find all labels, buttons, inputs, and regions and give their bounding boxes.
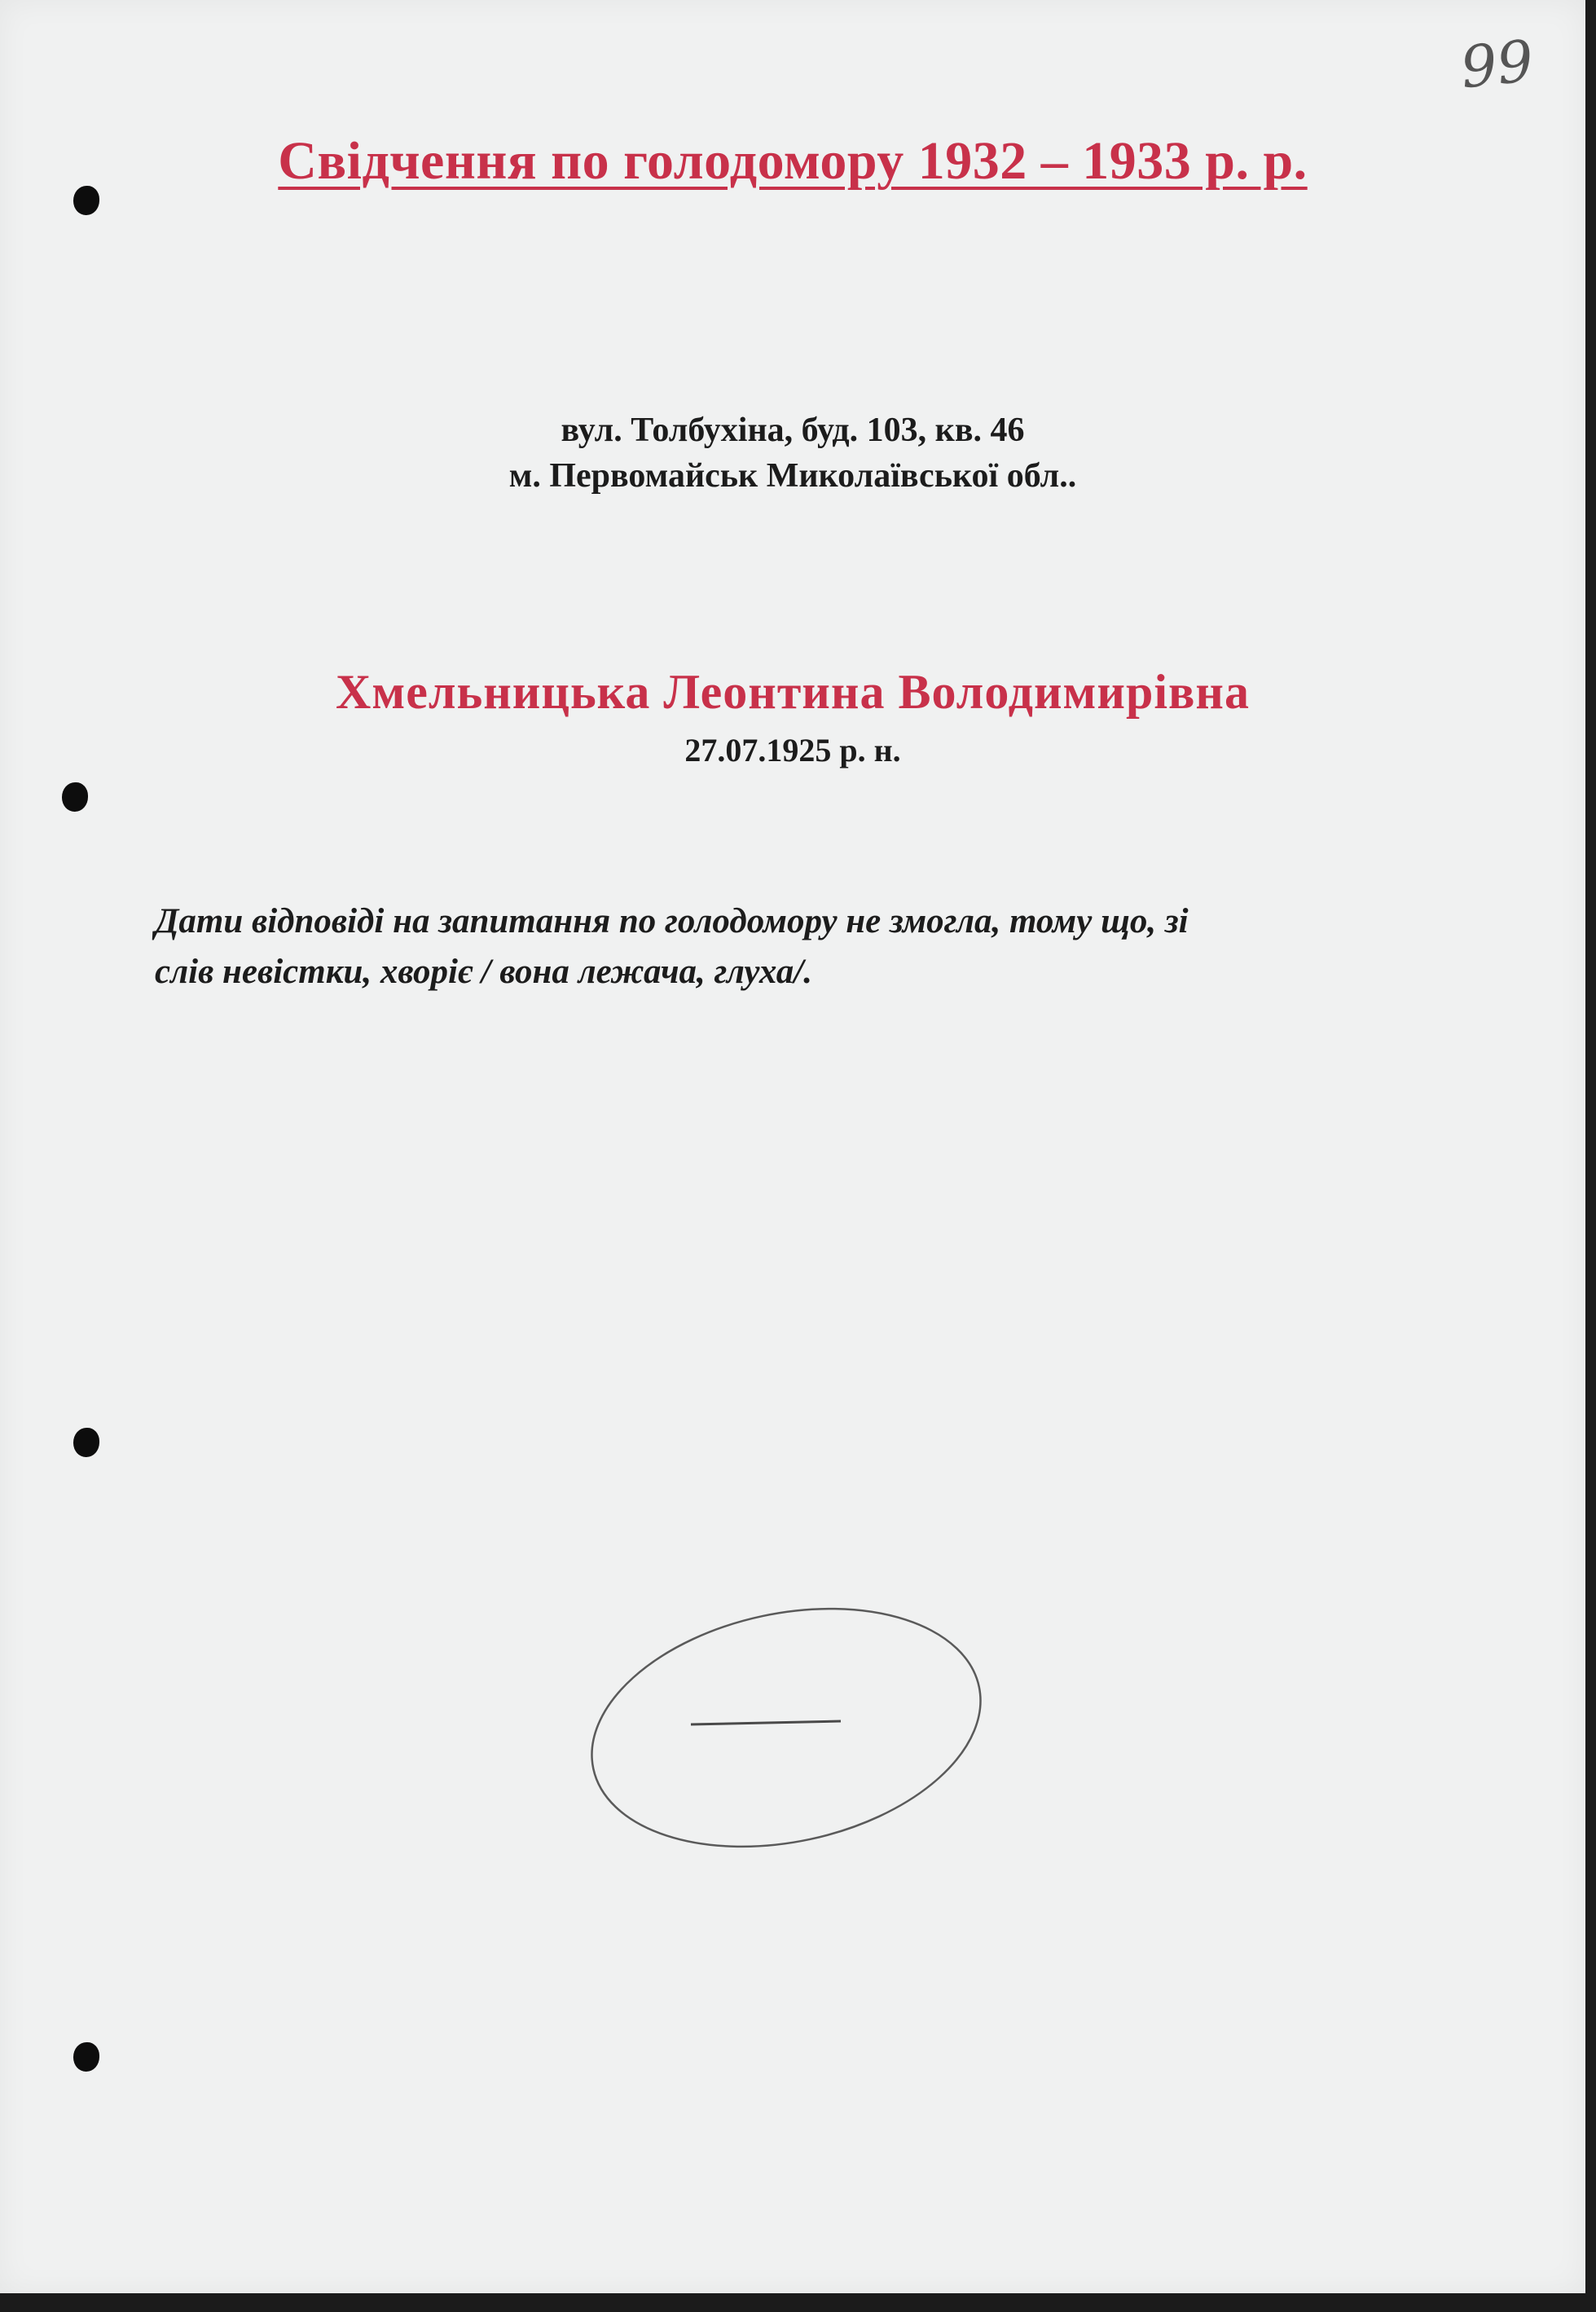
birth-date: 27.07.1925 р. н.	[684, 732, 901, 768]
punch-hole	[73, 1428, 99, 1457]
pencil-circle-dash-mark	[570, 1581, 994, 1858]
statement-line: слів невістки, хворіє / вона лежача, глуха/.	[155, 953, 812, 991]
address-city: м. Первомайськ Миколаївської обл..	[508, 457, 1077, 495]
punch-hole	[73, 2042, 99, 2072]
punch-hole	[62, 782, 88, 812]
person-name: Хмельницька Леонтина Володимирівна	[336, 665, 1250, 719]
statement-text	[155, 896, 1426, 997]
address-street: вул. Толбухіна, буд. 103, кв. 46	[561, 412, 1025, 449]
document-title: Свідчення по голодомору 1932 – 1933 р. р.	[278, 131, 1308, 191]
handwritten-page-number: 99	[1457, 27, 1537, 102]
address-block	[0, 407, 1585, 499]
statement-line: Дати відповіді на запитання по голодомору не змогла, тому що, зі	[155, 902, 1189, 940]
